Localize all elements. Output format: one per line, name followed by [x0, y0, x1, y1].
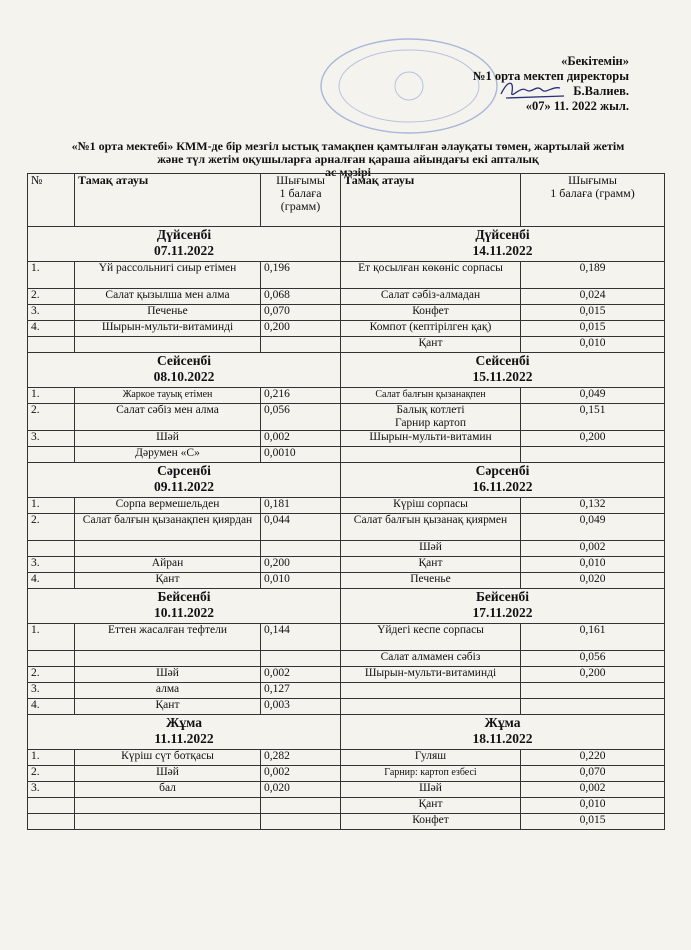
- dish-amount: 0,056: [261, 404, 341, 431]
- table-row: [28, 447, 665, 463]
- day-header-row: [28, 353, 665, 388]
- day-left-date: 08.10.2022: [153, 369, 215, 384]
- dish-amount-2: 0,020: [521, 573, 665, 589]
- dish-amount: [261, 651, 341, 667]
- day-left-header: [28, 463, 341, 498]
- day-right-date: 17.11.2022: [472, 605, 533, 620]
- day-header-row: [28, 589, 665, 624]
- dish-amount: 0,068: [261, 289, 341, 305]
- table-row: [28, 782, 665, 798]
- table-header-row: [28, 174, 665, 227]
- dish-amount-2: 0,151: [521, 404, 665, 431]
- day-right-date: 18.11.2022: [472, 731, 533, 746]
- dish-amount: 0,200: [261, 557, 341, 573]
- dish-amount: 0,216: [261, 388, 341, 404]
- dish-amount: 0,144: [261, 624, 341, 651]
- dish-name: Салат балғын қызанақпен қиярдан: [75, 514, 261, 541]
- dish-amount-2: 0,015: [521, 305, 665, 321]
- dish-name-2: [341, 683, 521, 699]
- approval-name: Б.Валиев.: [573, 84, 629, 98]
- day-right-header: [341, 715, 665, 750]
- dish-name-2: Салат сәбіз-алмадан: [341, 289, 521, 305]
- dish-amount: [261, 798, 341, 814]
- dish-amount: 0,020: [261, 782, 341, 798]
- dish-name: Шәй: [75, 431, 261, 447]
- table-row: [28, 798, 665, 814]
- table-row: [28, 541, 665, 557]
- dish-amount-2: 0,049: [521, 388, 665, 404]
- dish-name-2: Салат балғын қызанақ қиярмен: [341, 514, 521, 541]
- day-header-row: [28, 715, 665, 750]
- header-dish-2: Тамақ атауы: [341, 174, 521, 227]
- dish-amount: 0,127: [261, 683, 341, 699]
- row-number: [28, 651, 75, 667]
- table-row: [28, 683, 665, 699]
- day-left-name: Жұма: [166, 715, 202, 730]
- dish-name: Печенье: [75, 305, 261, 321]
- dish-name: [75, 814, 261, 830]
- row-number: [28, 798, 75, 814]
- dish-name: Дәрумен «С»: [75, 447, 261, 463]
- dish-name: [75, 337, 261, 353]
- approval-date: «07» 11. 2022 жыл.: [525, 99, 629, 113]
- dish-amount: 0,010: [261, 573, 341, 589]
- dish-name: Қант: [75, 573, 261, 589]
- row-number: [28, 447, 75, 463]
- dish-name-2: Компот (кептірілген қақ): [341, 321, 521, 337]
- day-left-date: 07.11.2022: [153, 243, 214, 258]
- day-right-date: 14.11.2022: [472, 243, 533, 258]
- dish-name-2: Салат алмамен сәбіз: [341, 651, 521, 667]
- dish-name-2: Үйдегі кеспе сорпасы: [341, 624, 521, 651]
- dish-name: Үй рассольнигі сиыр етімен: [75, 262, 261, 289]
- dish-amount: 0,044: [261, 514, 341, 541]
- dish-amount-2: 0,010: [521, 557, 665, 573]
- row-number: [28, 541, 75, 557]
- table-row: [28, 750, 665, 766]
- dish-amount: 0,070: [261, 305, 341, 321]
- dish-name: Шырын-мульти-витаминді: [75, 321, 261, 337]
- table-row: [28, 388, 665, 404]
- dish-amount: [261, 541, 341, 557]
- day-right-date: 15.11.2022: [472, 369, 533, 384]
- dish-name: Салат сәбіз мен алма: [75, 404, 261, 431]
- dish-name-2: Шырын-мульти-витаминді: [341, 667, 521, 683]
- dish-name-2: Күріш сорпасы: [341, 498, 521, 514]
- day-right-name: Сейсенбі: [475, 353, 530, 368]
- table-row: [28, 321, 665, 337]
- table-row: [28, 305, 665, 321]
- dish-amount: [261, 337, 341, 353]
- dish-amount-2: 0,161: [521, 624, 665, 651]
- dish-amount-2: 0,132: [521, 498, 665, 514]
- day-left-date: 09.11.2022: [153, 479, 214, 494]
- day-header-row: [28, 227, 665, 262]
- header-amount-2: Шығымы 1 балаға (грамм): [521, 174, 665, 227]
- row-number: 1.: [28, 388, 75, 404]
- table-row: [28, 514, 665, 541]
- dish-name: Салат қызылша мен алма: [75, 289, 261, 305]
- dish-name-2: Конфет: [341, 305, 521, 321]
- dish-name-2: Шырын-мульти-витамин: [341, 431, 521, 447]
- approval-position: №1 орта мектеп директоры: [472, 69, 629, 83]
- dish-name-2: [341, 447, 521, 463]
- table-row: [28, 699, 665, 715]
- day-left-header: [28, 715, 341, 750]
- row-number: 2.: [28, 514, 75, 541]
- table-row: [28, 289, 665, 305]
- dish-amount-2: 0,220: [521, 750, 665, 766]
- dish-amount-2: 0,002: [521, 782, 665, 798]
- dish-amount-2: 0,200: [521, 431, 665, 447]
- table-row: [28, 667, 665, 683]
- dish-amount-2: 0,049: [521, 514, 665, 541]
- table-row: [28, 651, 665, 667]
- dish-name: Қант: [75, 699, 261, 715]
- table-row: [28, 431, 665, 447]
- approval-label: «Бекітемін»: [561, 54, 629, 68]
- table-row: [28, 624, 665, 651]
- row-number: 2.: [28, 289, 75, 305]
- dish-amount: 0,282: [261, 750, 341, 766]
- dish-amount-2: 0,200: [521, 667, 665, 683]
- approval-block: [473, 54, 629, 114]
- header-num: №: [28, 174, 75, 227]
- row-number: 1.: [28, 750, 75, 766]
- title-line-2: және түл жетім оқушыларға арналған қараша айындағы екі апталық: [157, 152, 539, 166]
- dish-name: алма: [75, 683, 261, 699]
- day-left-name: Сәрсенбі: [157, 463, 211, 478]
- row-number: 2.: [28, 404, 75, 431]
- table-row: [28, 262, 665, 289]
- dish-name: Сорпа вермешельден: [75, 498, 261, 514]
- dish-name-2: Салат балғын қызанақпен: [341, 388, 521, 404]
- day-right-date: 16.11.2022: [472, 479, 533, 494]
- dish-name-2: [341, 699, 521, 715]
- dish-name-2: Гуляш: [341, 750, 521, 766]
- dish-name: [75, 798, 261, 814]
- dish-name: Шәй: [75, 766, 261, 782]
- dish-name-2: Гарнир: картоп езбесі: [341, 766, 521, 782]
- day-right-header: [341, 353, 665, 388]
- dish-amount-2: 0,015: [521, 321, 665, 337]
- dish-amount-2: 0,070: [521, 766, 665, 782]
- day-right-name: Бейсенбі: [475, 589, 530, 604]
- dish-amount: 0,002: [261, 667, 341, 683]
- day-left-header: [28, 353, 341, 388]
- table-row: [28, 766, 665, 782]
- day-right-name: Сәрсенбі: [475, 463, 530, 478]
- table-row: [28, 498, 665, 514]
- row-number: [28, 337, 75, 353]
- day-left-name: Дүйсенбі: [156, 227, 212, 242]
- row-number: 2.: [28, 766, 75, 782]
- row-number: 3.: [28, 557, 75, 573]
- row-number: 1.: [28, 498, 75, 514]
- dish-name: Шәй: [75, 667, 261, 683]
- day-right-header: [341, 227, 665, 262]
- day-left-header: [28, 227, 341, 262]
- dish-name: [75, 651, 261, 667]
- menu-table: [27, 173, 665, 830]
- dish-amount: 0,003: [261, 699, 341, 715]
- table-row: [28, 814, 665, 830]
- dish-amount-2: 0,189: [521, 262, 665, 289]
- dish-amount: 0,200: [261, 321, 341, 337]
- day-right-name: Дүйсенбі: [475, 227, 530, 242]
- row-number: 3.: [28, 305, 75, 321]
- dish-name-2: Қант: [341, 337, 521, 353]
- dish-name-2: Шәй: [341, 541, 521, 557]
- row-number: 1.: [28, 262, 75, 289]
- day-left-date: 10.11.2022: [153, 605, 214, 620]
- dish-amount-2: 0,010: [521, 798, 665, 814]
- row-number: 3.: [28, 782, 75, 798]
- dish-amount-2: 0,010: [521, 337, 665, 353]
- row-number: 1.: [28, 624, 75, 651]
- title-line-3: ас мәзірі: [325, 165, 371, 179]
- row-number: 3.: [28, 683, 75, 699]
- header-amount: Шығымы 1 балаға (грамм): [261, 174, 341, 227]
- dish-amount: 0,181: [261, 498, 341, 514]
- dish-amount: [261, 814, 341, 830]
- dish-amount-2: [521, 683, 665, 699]
- dish-name-2: Печенье: [341, 573, 521, 589]
- row-number: 3.: [28, 431, 75, 447]
- day-header-row: [28, 463, 665, 498]
- dish-amount: 0,002: [261, 766, 341, 782]
- dish-name: Күріш сүт ботқасы: [75, 750, 261, 766]
- dish-amount-2: 0,024: [521, 289, 665, 305]
- dish-name: Айран: [75, 557, 261, 573]
- dish-amount: 0,002: [261, 431, 341, 447]
- row-number: [28, 814, 75, 830]
- dish-name-2: Ет қосылған көкөніс сорпасы: [341, 262, 521, 289]
- dish-amount-2: 0,015: [521, 814, 665, 830]
- row-number: 4.: [28, 321, 75, 337]
- dish-amount-2: 0,056: [521, 651, 665, 667]
- dish-name: [75, 541, 261, 557]
- row-number: 4.: [28, 573, 75, 589]
- table-row: [28, 573, 665, 589]
- day-right-header: [341, 463, 665, 498]
- table-row: [28, 404, 665, 431]
- dish-name-2: Қант: [341, 557, 521, 573]
- dish-amount-2: 0,002: [521, 541, 665, 557]
- day-right-header: [341, 589, 665, 624]
- dish-name-2: Конфет: [341, 814, 521, 830]
- title-line-1: «№1 орта мектебі» КММ-де бір мезгіл ыстық тамақпен қамтылған әлауқаты төмен, жартылай жетім: [71, 139, 625, 153]
- dish-name-2: Шәй: [341, 782, 521, 798]
- day-left-name: Бейсенбі: [157, 589, 211, 604]
- day-left-header: [28, 589, 341, 624]
- table-row: [28, 337, 665, 353]
- header-dish: Тамақ атауы: [75, 174, 261, 227]
- row-number: 4.: [28, 699, 75, 715]
- dish-name-2: Қант: [341, 798, 521, 814]
- day-right-name: Жұма: [484, 715, 521, 730]
- row-number: 2.: [28, 667, 75, 683]
- dish-name: Жаркое тауық етімен: [75, 388, 261, 404]
- dish-amount-2: [521, 447, 665, 463]
- day-left-date: 11.11.2022: [154, 731, 214, 746]
- dish-amount: 0,196: [261, 262, 341, 289]
- dish-name: бал: [75, 782, 261, 798]
- table-row: [28, 557, 665, 573]
- dish-name: Еттен жасалған тефтели: [75, 624, 261, 651]
- dish-amount: 0,0010: [261, 447, 341, 463]
- dish-amount-2: [521, 699, 665, 715]
- day-left-name: Сейсенбі: [156, 353, 212, 368]
- dish-name-2: Балық котлеті Гарнир картоп: [341, 404, 521, 431]
